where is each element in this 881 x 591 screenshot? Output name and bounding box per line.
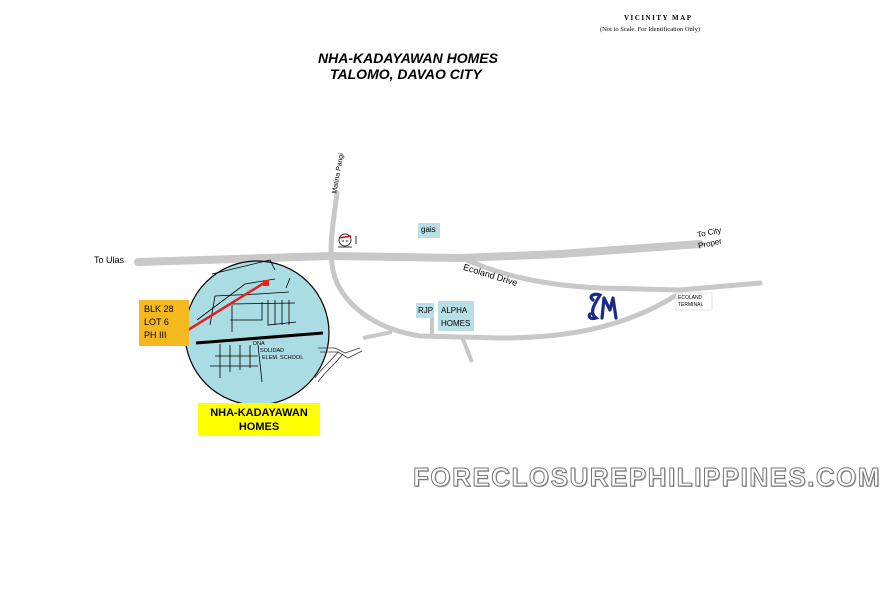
map-title: NHA-KADAYAWAN HOMES: [318, 50, 498, 66]
sm-logo-icon: [589, 294, 616, 318]
matina-pangi-road: [331, 193, 337, 283]
school-label-3: ELEM. SCHOOL: [262, 355, 304, 361]
school-label-2: SOLIDAD: [260, 348, 285, 354]
landmark-rjp: RJP: [418, 306, 434, 315]
map-subtitle: TALOMO, DAVAO CITY: [330, 66, 482, 82]
lot-block: BLK 28: [144, 304, 174, 314]
road-label-to-ulas: To Ulas: [94, 255, 125, 265]
road-label-to-city: To City: [696, 225, 723, 240]
road-stub-2: [462, 337, 472, 362]
landmark-homes: HOMES: [441, 319, 471, 328]
watermark: FORECLOSUREPHILIPPINES.COM: [413, 462, 881, 492]
landmark-terminal: TERMINAL: [678, 302, 704, 308]
landmark-alpha: ALPHA: [441, 306, 468, 315]
site-label-line1: NHA-KADAYAWAN: [210, 407, 308, 419]
road-label-matina-pangi: Matina Pangi: [331, 152, 346, 195]
lot-info-box: [139, 300, 189, 346]
school-label-1: DNA: [253, 341, 265, 347]
mascot-icon: [338, 234, 356, 247]
main-highway: [138, 244, 700, 262]
road-label-ecoland-drive: Ecoland Drive: [462, 262, 519, 288]
vicinity-map-title: VICINITY MAP: [624, 14, 693, 22]
secondary-road: [337, 283, 675, 338]
road-stub-3: [363, 332, 392, 338]
road-label-proper: Proper: [697, 236, 723, 251]
lot-number: LOT 6: [144, 317, 169, 327]
lot-phase: PH III: [144, 330, 167, 340]
landmark-ecoland: ECOLAND: [678, 295, 703, 301]
landmark-gais: gais: [421, 225, 436, 234]
site-label-box: [198, 403, 320, 436]
lot-marker: [263, 280, 269, 286]
vicinity-map-note: (Not to Scale. For Identification Only): [600, 26, 701, 33]
site-label-line2: HOMES: [238, 421, 280, 433]
